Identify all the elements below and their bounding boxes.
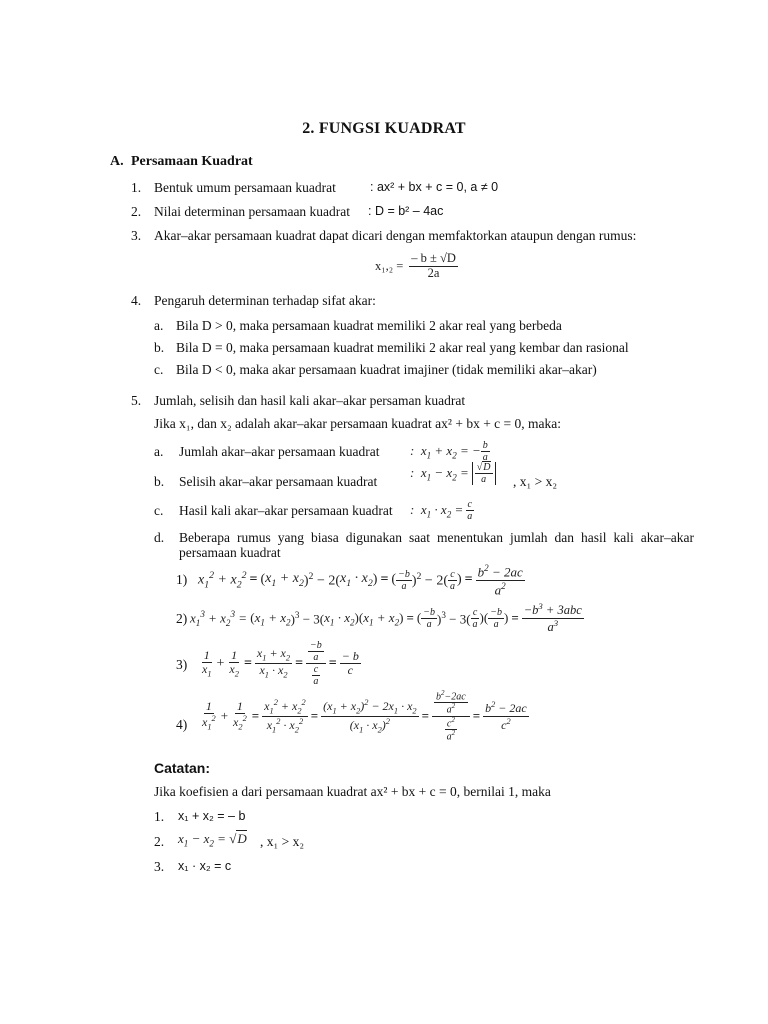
quadratic-formula: [375, 252, 458, 281]
formula-2-label: 2): [176, 611, 188, 626]
item-3-number: 3.: [131, 228, 142, 243]
item-5b-text: Selisih akar–akar persamaan kuadrat: [179, 474, 378, 489]
sum-of-roots-formula: : $x_1 + x_2$ = − $\frac{b}{a}$: [410, 440, 488, 463]
section-a-title: Persamaan Kuadrat: [131, 154, 253, 169]
item-4c-label: c.: [154, 362, 164, 377]
section-a-label: A.: [110, 154, 124, 169]
page-title: 2. FUNGSI KUADRAT: [302, 120, 466, 137]
item-4a-text: Bila D > 0, maka persamaan kuadrat memiliki 2 akar real yang berbeda: [176, 318, 562, 333]
item-2-formula: : D = b² – 4ac: [368, 204, 444, 218]
formula-3: $\frac{1}{x_1}$ + $\frac{1}{x_2}$ = $\frac{x_1 + x_2}{x_1 \cdot x_2}$ = $\frac{\frac{-b}{a}}{\frac{c}{a}}$ = $\frac{- b}{c}$: [202, 640, 359, 687]
quadratic-formula-numerator: – b ± √D: [411, 251, 456, 265]
item-1-number: 1.: [131, 180, 142, 195]
item-4-text: Pengaruh determinan terhadap sifat akar:: [154, 293, 376, 308]
note-3-text: x₁ · x₂ = c: [178, 859, 232, 873]
item-5a-text: Jumlah akar–akar persamaan kuadrat: [179, 444, 380, 459]
item-5c-text: Hasil kali akar–akar persamaan kuadrat: [179, 503, 393, 518]
formula-2: $x_1^3 + x_2^3$ = ( $x_1 + x_2$ )$^3$ − 3( $x_1 \cdot x_2$ )( $x_1 + x_2$ ) = ( $\frac{-b}{a}$ )$^3$ − 3( $\frac{c}{a}$ )( $\frac{-b}{a}$ ) = $\frac{-b^3 + 3abc}{a^3}$: [190, 601, 582, 635]
item-4-number: 4.: [131, 293, 142, 308]
item-5-text: Jumlah, selisih dan hasil kali akar–akar persaman kuadrat: [154, 393, 466, 408]
item-5d-label: d.: [154, 530, 165, 545]
item-2-number: 2.: [131, 204, 142, 219]
item-5a-label: a.: [154, 444, 164, 459]
note-heading: Catatan:: [154, 760, 211, 776]
product-of-roots-formula: : $x_1 \cdot x_2$ = $\frac{c}{a}$: [410, 499, 473, 522]
quadratic-formula-denominator: 2a: [427, 265, 440, 280]
note-3-number: 3.: [154, 859, 165, 874]
note-1-text: x₁ + x₂ = – b: [178, 809, 246, 823]
note-1-number: 1.: [154, 809, 165, 824]
item-1-formula: : ax² + bx + c = 0, a ≠ 0: [370, 180, 499, 194]
item-4a-label: a.: [154, 318, 164, 333]
item-4b-label: b.: [154, 340, 165, 355]
note-2-condition: , x₁ > x₂: [260, 834, 305, 849]
note-2-formula: $x_1 - x_2 = √D$: [178, 831, 247, 849]
formula-1: $x_1^2 + x_2^2$ = ( $x_1 + x_2$ )$^2$ − 2( $x_1 \cdot x_2$ ) = ( $\frac{-b}{a}$ )$^2$ − 2( $\frac{c}{a}$ ) = $\frac{b^2 - 2ac}{a^2}$: [198, 563, 523, 597]
item-5-intro: Jika x₁, dan x₂ adalah akar–akar persamaan kuadrat ax² + bx + c = 0, maka:: [154, 416, 562, 431]
item-5b-condition: , x₁ > x₂: [513, 474, 558, 489]
item-5c-label: c.: [154, 503, 164, 518]
formula-4-label: 4): [176, 717, 188, 732]
quadratic-formula-fraction: [409, 252, 458, 281]
formula-1-label: 1): [176, 572, 188, 587]
quadratic-formula-lhs: x₁,₂ =: [375, 258, 404, 273]
item-5d-text: Beberapa rumus yang biasa digunakan saat menentukan jumlah dan hasil kali akar–akar persamaan kuadrat: [179, 530, 694, 560]
item-2-text: Nilai determinan persamaan kuadrat: [154, 204, 351, 219]
item-4c-text: Bila D < 0, maka akar persamaan kuadrat imajiner (tidak memiliki akar–akar): [176, 362, 597, 377]
item-5-number: 5.: [131, 393, 142, 408]
formula-4: $\frac{1}{x_1^2}$ + $\frac{1}{x_2^2}$ = $\frac{x_1^2 + x_2^2}{x_1^2 \cdot x_2^2}$ = $\frac{(x_1 + x_2)^2 - 2x_1 \cdot x_2}{(x_1 \cdot x_2)^2}$ = $\frac{\frac{b^2-2ac}{a^2}}{\frac{c^2}{a^2}}$ = $\frac{b^2 - 2ac}{c^2}$: [202, 689, 527, 743]
difference-of-roots-formula: : $x_1 - x_2$ = $\frac{√D}{a}$: [410, 462, 496, 485]
formula-3-label: 3): [176, 657, 188, 672]
item-1-text: Bentuk umum persamaan kuadrat: [154, 180, 336, 195]
item-5b-label: b.: [154, 474, 165, 489]
item-4b-text: Bila D = 0, maka persamaan kuadrat memiliki 2 akar real yang kembar dan rasional: [176, 340, 629, 355]
note-intro: Jika koefisien a dari persamaan kuadrat ax² + bx + c = 0, bernilai 1, maka: [154, 784, 551, 799]
item-3-text: Akar–akar persamaan kuadrat dapat dicari dengan memfaktorkan ataupun dengan rumus:: [154, 228, 637, 243]
note-2-number: 2.: [154, 834, 165, 849]
